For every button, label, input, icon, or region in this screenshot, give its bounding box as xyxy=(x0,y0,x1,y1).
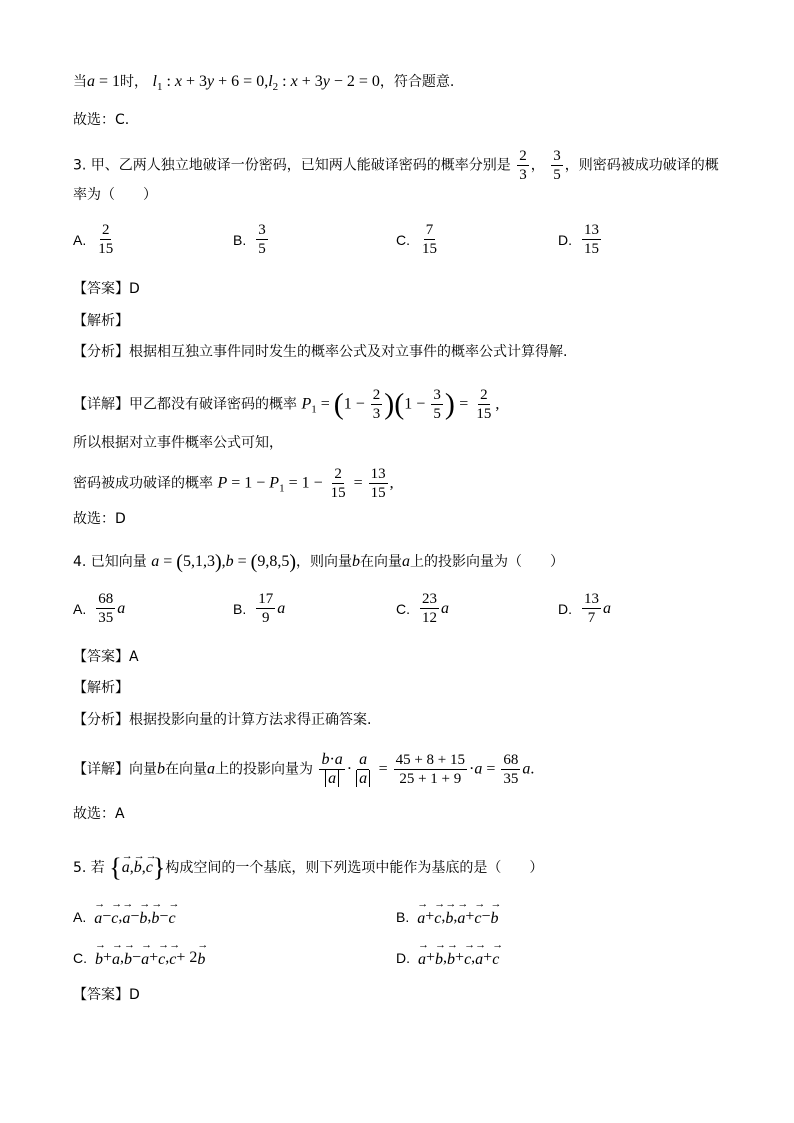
text: 时， xyxy=(120,74,149,90)
q5-option-d[interactable]: D. → a + → b , → b + → c , → a + → c xyxy=(396,947,499,969)
q4-jiexi: 【解析】 xyxy=(73,680,129,696)
fraction: $\frac{3}{5}$ xyxy=(553,148,561,183)
q5-option-c[interactable]: C. → b + → a , → b − → a + → c , → c + 2 → b xyxy=(73,947,205,969)
prev-solution-line: 当a = 1时， $l_1$ : $x + 3y + 6 = 0,l_2$ : x + 3y − 2 = 0，符合题意. xyxy=(73,73,455,93)
q3-option-a[interactable]: A. $\frac{2}{15}$ xyxy=(73,222,114,257)
q3-stem: 3. 甲、乙两人独立地破译一份密码，已知两人能破译密码的概率分别是 $\frac{2}{3}$ ， $\frac{3}{5}$ ，则密码被成功破译的概 xyxy=(73,148,719,183)
q3-line3: 密码被成功破译的概率 $P = 1 - P_1 = 1$ − $\frac{2}{15}$ = $\frac{13}{15}$ , xyxy=(73,466,394,501)
q3-jiexi: 【解析】 xyxy=(73,313,129,329)
q4-fenxi: 【分析】根据投影向量的计算方法求得正确答案. xyxy=(73,712,372,728)
q5-option-b[interactable]: B. → a + → c , → b , → a + → c − → b xyxy=(396,906,499,928)
q5-stem: 5. 若 {→ a,→ b,→ c}构成空间的一个基底，则下列选项中能作为基底的是（ ） xyxy=(73,853,543,883)
q4-option-d[interactable]: D. $\frac{13}{7}$ a xyxy=(558,591,611,626)
q3-choose: 故选：D xyxy=(73,511,126,527)
text: ，符合题意. xyxy=(379,74,455,90)
q3-line2: 所以根据对立事件概率公式可知， xyxy=(73,435,283,451)
q3-option-d[interactable]: D. $\frac{13}{15}$ xyxy=(558,222,599,257)
q5-answer: 【答案】D xyxy=(73,987,140,1003)
q3-fenxi: 【分析】根据相互独立事件同时发生的概率公式及对立事件的概率公式计算得解. xyxy=(73,344,568,360)
text: 当 xyxy=(73,74,87,90)
q4-option-a[interactable]: A. $\frac{68}{35}$ a xyxy=(73,591,126,626)
q5-option-a[interactable]: A. → a − → c , → a − → b , → b − → c xyxy=(73,906,176,928)
q4-answer: 【答案】A xyxy=(73,649,139,665)
q3-answer: 【答案】D xyxy=(73,281,140,297)
q4-detail: 【详解】向量b在向量a上的投影向量为 $\frac{b\cdot a}{a}$ · $\frac{a}{a}$ = $\frac{45 + 8 + 15}{25 + 1 + 9}$ ·a = $\frac{68}{35}$ a. xyxy=(73,751,535,787)
q3-stem-cont: 率为（ ） xyxy=(73,187,157,203)
choose-line: 故选：C. xyxy=(73,112,130,128)
q4-option-b[interactable]: B. $\frac{17}{9}$ a xyxy=(233,591,286,626)
q4-choose: 故选：A xyxy=(73,806,125,822)
q4-stem: 4. 已知向量 a = (5,1,3),b = (9,8,5)，则向量b在向量a上的投影向量为（ ） xyxy=(73,551,565,573)
q3-option-c[interactable]: C. $\frac{7}{15}$ xyxy=(396,222,437,257)
fraction: $\frac{2}{3}$ xyxy=(519,148,527,183)
q3-detail: 【详解】甲乙都没有破译密码的概率 $P_1 = (1$ − $\frac{2}{3}$ )(1 − $\frac{3}{5}$ ) = $\frac{2}{15}$ , xyxy=(73,387,500,422)
q3-option-b[interactable]: B. $\frac{3}{5}$ xyxy=(233,222,266,257)
q4-option-c[interactable]: C. $\frac{23}{12}$ a xyxy=(396,591,449,626)
